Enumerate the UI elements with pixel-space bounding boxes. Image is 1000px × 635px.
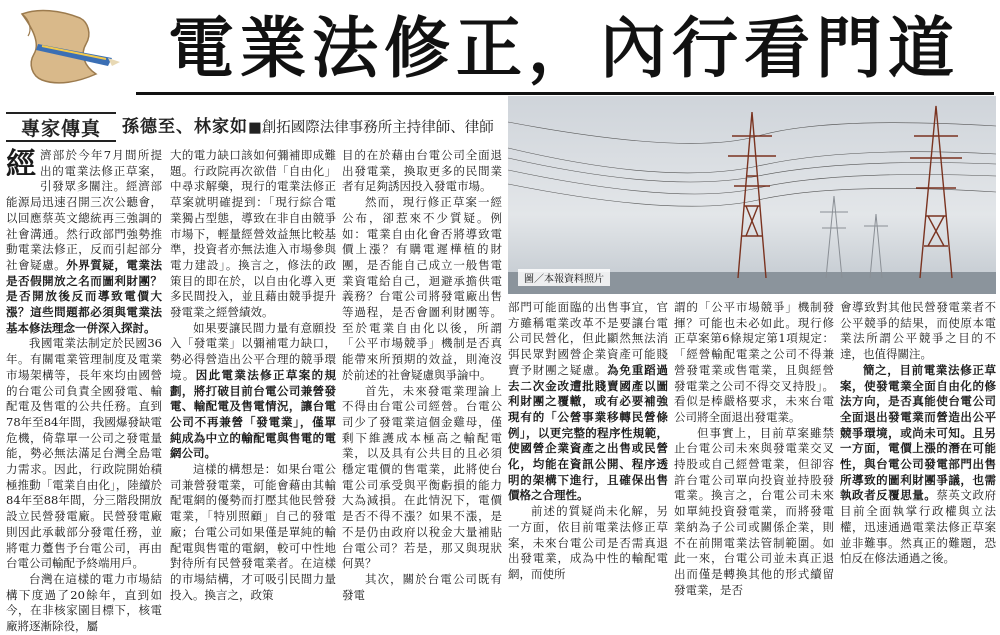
scroll-quill-icon xyxy=(8,4,124,94)
col1-para1-highlight: 外界質疑，電業法是否假開放之名而圖利財團？是否開放後反而導致電價大漲？這些問題都必須與電業法基本修法理念一併深入探討。 xyxy=(6,257,163,335)
header-rule xyxy=(136,92,994,95)
power-tower-photo xyxy=(508,96,996,294)
col3-para4: 其次，關於台電公司既有發電 xyxy=(342,571,502,602)
col1-para2: 我國電業法制定於民國36年。有關電業管理制度及電業市場架構等，長年來均由國營的台電公司負責全國發電、輸配電及售電的公共任務。直到78年至84年間，我國爆發缺電危機，倚靠單一公司之發電量能，勢必無法滿足台灣全島電力需求。因此，行政院開始積極推動「電業自由化」，陸續於84年至88年間，分三階段開放設立民營發電廠。民營發電廠則因此承載部分發電任務，並將電力躉售予台電公司，再由台電公司輸配予終端用戶。 xyxy=(6,336,162,571)
column-label: 專家傳真 xyxy=(6,112,116,142)
byline-authors: 孫德至、林家如 xyxy=(122,117,248,137)
col5-para1: 謂的「公平市場競爭」機制發揮？可能也未必如此。現行修正草案第6條規定第1項規定：「經營輸配電業之公司不得兼營發電業或售電業，且與經營發電業之公司不得交叉持股」。看似是棒嚴格要求，未來台電公司將全面退出發電業。 xyxy=(674,300,834,424)
col2-para1: 大的電力缺口該如何彌補即成難題。行政院再次欲借「自由化」中尋求解藥，現行的電業法修正草案就明確提到：「現行綜合電業獨占型態，導致在非自由競爭市場下，輕量經營效益無比較基準，投資者亦無法進入市場參與電力建設」。換言之，修法的政策目的即在於，以自由化導入更多民間投入，並且藉由競爭提升發電業之經營績效。 xyxy=(170,148,336,320)
col2-para3: 這樣的構想是：如果台電公司兼營發電業，可能會藉由其輸配電網的優勢而打壓其他民營發電業，「特別照顧」自己的發電廠；台電公司如果僅是單純的輸配電與售電的電網，較可中性地對待所有民營發電業者。在這樣的市場結構，才可吸引民間力量投入。換言之，政策 xyxy=(170,462,336,602)
article-column-3 xyxy=(342,148,502,602)
col6-para2-highlight: 簡之，目前電業法修正草案，使發電業全面自由化的修法方向，是否真能使台電公司全面退出發電業而營造出公平競爭環境，或尚未可知。且另一方面，電價上漲的潛在可能性，與台電公司發電部門出售所導致的圖利財團爭議，也需執政者反覆思量。 xyxy=(840,362,996,503)
byline xyxy=(122,112,508,142)
col1-para1: 濟部於今年7月間所提出的電業法修正草案，引發眾多關注。經濟部能源局迅速召開三次公聽會，以回應蔡英文總統再三強調的社會溝通。然行政部門強勢推動電業法修正，反而引起部分社會疑慮。 xyxy=(6,148,162,272)
col3-para2: 然而，現行修正草案一經公布，卻惹來不少質疑。例如：電業自由化會否將導致電價上漲？有購電遲樺植的財團，是否能自己成立一般售電業資電給自己，迴避承擔供電義務？台電公司將發電廠出售等過程，是否會圖利財團等。至於電業自由化以後，所謂「公平市場競爭」機制是否真能帶來所預期的效益，則淹沒於前述的社會疑慮與爭論中。 xyxy=(342,195,502,382)
photo-credit: 圖／本報資料照片 xyxy=(518,269,610,286)
article-column-4 xyxy=(508,300,668,581)
col6-para1: 會導致對其他民營發電業者不公平競爭的結果，而使原本電業法所謂公平競爭之目的不達，也值得關注。 xyxy=(840,300,996,362)
col2-para2: 如果要讓民間力量有意願投入「發電業」以彌補電力缺口，勢必得營造出公平合理的競爭環境。 xyxy=(170,320,336,382)
col4-para2: 前述的質疑尚未化解，另一方面，依目前電業法修正草案，未來台電公司是否需真退出發電業，成為中性的輸配電網，而使所 xyxy=(508,504,668,581)
article-column-5 xyxy=(674,300,834,597)
article-column-6 xyxy=(840,300,996,566)
col2-para2-highlight: 因此電業法修正草案的規劃，將打破目前台電公司兼營發電、輸配電及售電情況，讓台電公司不再兼營「發電業」，僅單純成為中立的輸配電與售電的電網公司。 xyxy=(170,367,336,461)
col3-para3: 首先，未來發電業理論上不得由台電公司經營。台電公司少了發電業這個金雞母，僅剩下維護成本極高之輸配電業，以及具有公共目的且必須穩定電價的售電業，此將使台電公司承受與平衡虧損的能力大為減損。在此情況下，電價是否不得不漲？如果不漲，是不是仍由政府以稅金大量補貼台電公司？若是，那又與現狀何異？ xyxy=(342,383,502,571)
col4-para1: 部門可能面臨的出售事宜，官方雖稱電業改革不是要讓台電公司民營化，但此顯然無法消弭民眾對國營企業資產可能賤賣予財團之疑慮。 xyxy=(508,300,668,377)
article-column-1 xyxy=(6,147,163,634)
col6-para2: 蔡英文政府目前全面執掌行政權與立法權，迅速通過電業法修正草案並非難事。然真正的難題，恐怕反在修法通過之後。 xyxy=(840,488,997,566)
drop-cap: 經 xyxy=(6,147,36,182)
col5-para2: 但事實上，目前草案雖禁止台電公司未來與發電業交叉持股或自己經營電業，但卻容許台電公司單向投資並持股發電業。換言之，台電公司未來如單純投資發電業，而將發電業納為子公司或關係企業，則不在前開電業法管制範圍。如此一來，台電公司並未真正退出而僅是轉換其他的形式續留發電業，是否 xyxy=(674,425,834,597)
article-column-2 xyxy=(170,148,336,602)
byline-affiliation: ■創拓國際法律事務所主持律師、律師 xyxy=(248,120,494,136)
col1-para3: 台灣在這樣的電力市場結構下度過了20餘年，直到如今，在非核家園目標下，核電廠將逐漸除役，屬 xyxy=(6,571,162,634)
headline: 電業法修正，內行看門道 xyxy=(168,10,960,87)
col4-para1-highlight: 為免重蹈過去二次金改遭批賤賣國產以圖利財團之覆轍，或有必要補強現有的「公營事業移轉民營條例」，以更完整的程序性規範，使國營企業資產之出售或民營化，均能在資訊公開、程序透明的架構下進行，且確保出售價格之合理性。 xyxy=(508,362,668,503)
col3-para1: 目的在於藉由台電公司全面退出發電業，換取更多的民間業者有足夠誘因投入發電市場。 xyxy=(342,148,502,194)
